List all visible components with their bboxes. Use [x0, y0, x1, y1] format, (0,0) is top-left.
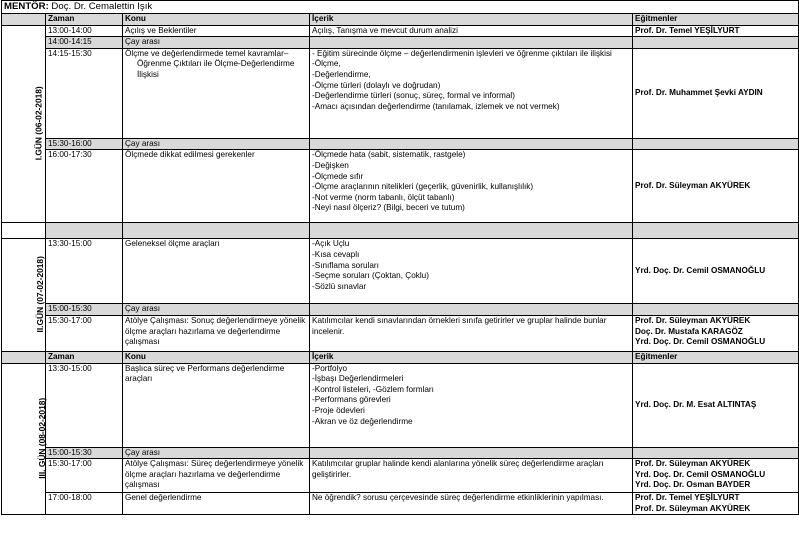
trainer-cell — [633, 447, 799, 459]
content-cell — [310, 48, 633, 138]
header-time: Zaman — [46, 351, 123, 363]
trainer-line: Prof. Dr. Muhammet Şevki AYDIN — [635, 87, 763, 97]
content-line: - Eğitim sürecinde ölçme – değerlendirmenin işlevleri ve öğrenme çıktıları ile ilişkisi — [312, 48, 612, 58]
content-line: -Değişken — [312, 160, 349, 170]
header-trainers: Eğitmenler — [633, 14, 799, 26]
header-topic: Konu — [123, 14, 310, 26]
schedule-row — [2, 493, 799, 515]
trainer-cell — [633, 363, 799, 447]
time-cell: 15:00-15:30 — [46, 447, 123, 459]
time-cell: 15:30-16:00 — [46, 138, 123, 150]
trainer-cell — [633, 48, 799, 138]
topic-line: Ölçme ve değerlendirmede temel kavramlar– — [125, 48, 289, 58]
day-spacer-row — [2, 223, 799, 239]
content-line: -Proje ödevleri — [312, 405, 365, 415]
time-cell: 16:00-17:30 — [46, 150, 123, 223]
topic-line: Geleneksel ölçme araçları — [125, 239, 220, 249]
trainer-cell — [633, 37, 799, 49]
content-cell — [310, 138, 633, 150]
content-line: -Akran ve öz değerlendirme — [312, 416, 413, 426]
trainer-line: Yrd. Doç. Dr. Cemil OSMANOĞLU — [635, 469, 766, 479]
topic-cell — [123, 138, 310, 150]
day-label: II.GÜN (07-02-2018) — [34, 256, 45, 333]
schedule-row — [2, 25, 799, 37]
trainer-cell — [633, 459, 799, 493]
schedule-row — [2, 138, 799, 150]
header-time: Zaman — [46, 14, 123, 26]
topic-cell — [123, 447, 310, 459]
topic-line: Çay arası — [125, 447, 161, 457]
content-line: -Not verme (norm tabanlı, ölçüt tabanlı) — [312, 192, 455, 202]
mentor-name: Doç. Dr. Cemalettin Işık — [48, 1, 153, 12]
schedule-row — [2, 150, 799, 223]
mentor-cell — [2, 1, 799, 14]
day-label: III. GÜN (08-02-2018) — [37, 397, 48, 479]
content-line: -Performans görevleri — [312, 395, 391, 405]
time-cell: 15:00-15:30 — [46, 304, 123, 316]
topic-line: Öğrenme Çıktıları ile Ölçme-Değerlendirme İlişkisi — [137, 59, 295, 79]
mentor-row — [2, 1, 799, 14]
time-cell: 13:30-15:00 — [46, 363, 123, 447]
schedule-row — [2, 37, 799, 49]
schedule-row — [2, 447, 799, 459]
content-cell — [310, 493, 633, 515]
trainer-line: Prof. Dr. Süleyman AKYÜREK — [635, 315, 751, 325]
content-line: -Seçme soruları (Çoktan, Çoklu) — [312, 271, 429, 281]
header-blank — [2, 351, 46, 363]
spacer-cell — [310, 223, 633, 239]
trainer-line: Yrd. Doç. Dr. Osman BAYDER — [635, 480, 751, 490]
topic-line: Atölye Çalışması: Süreç değerlendirmeye yönelik ölçme araçları hazırlama ve değerlendirme çalışması — [125, 459, 304, 490]
time-cell: 13:30-15:00 — [46, 239, 123, 304]
topic-line: Genel değerlendirme — [125, 493, 202, 503]
topic-line: Açılış ve Beklentiler — [125, 25, 197, 35]
content-cell — [310, 304, 633, 316]
time-cell: 14:00-14:15 — [46, 37, 123, 49]
time-cell: 13:00-14:00 — [46, 25, 123, 37]
content-cell — [310, 459, 633, 493]
topic-line: Ölçmede dikkat edilmesi gerekenler — [125, 150, 255, 160]
schedule-row — [2, 239, 799, 304]
topic-cell — [123, 315, 310, 351]
topic-cell — [123, 239, 310, 304]
content-line: Katılımcılar gruplar halinde kendi alanlarına yönelik süreç değerlendirme araçları geliştirirler. — [312, 459, 604, 479]
time-cell: 15:30-17:00 — [46, 459, 123, 493]
header-content: İçerik — [310, 14, 633, 26]
content-line: Açılış, Tanışma ve mevcut durum analizi — [312, 25, 458, 35]
content-line: -Neyi nasıl ölçeriz? (Bilgi, beceri ve tutum) — [312, 203, 465, 213]
day-label-cell — [2, 363, 46, 515]
topic-cell — [123, 37, 310, 49]
header-topic: Konu — [123, 351, 310, 363]
topic-cell — [123, 48, 310, 138]
header-content: İçerik — [310, 351, 633, 363]
content-line: Katılımcılar kendi sınavlarından örnekleri sınıfa getirirler ve gruplar halinde bunlar incelenir. — [312, 315, 607, 336]
content-line: -Değerlendirme türleri (sonuç, süreç, formal ve informal) — [312, 91, 515, 101]
trainer-cell — [633, 138, 799, 150]
content-line: -Açık Uçlu — [312, 239, 350, 249]
content-line: -Sınıflama soruları — [312, 260, 379, 270]
time-cell: 14:15-15:30 — [46, 48, 123, 138]
spacer-cell — [46, 223, 123, 239]
topic-cell — [123, 25, 310, 37]
content-line: -Kısa cevaplı — [312, 249, 360, 259]
content-line: -Ölçmede sıfır — [312, 171, 364, 181]
content-cell — [310, 447, 633, 459]
content-line: -Ölçme türleri (dolaylı ve doğrudan) — [312, 80, 441, 90]
content-line: -Ölçme araçlarının nitelikleri (geçerlik, güvenirlik, kullanışlılık) — [312, 182, 534, 192]
header-trainers: Eğitmenler — [633, 351, 799, 363]
day-label-cell — [2, 239, 46, 352]
topic-line: Başlıca süreç ve Performans değerlendirme araçları — [125, 363, 285, 384]
trainer-cell — [633, 304, 799, 316]
header-row — [2, 14, 799, 26]
content-cell — [310, 25, 633, 37]
content-line: -Değerlendirme, — [312, 69, 371, 79]
schedule-body — [2, 25, 799, 515]
content-cell — [310, 150, 633, 223]
trainer-line: Yrd. Doç. Dr. Cemil OSMANOĞLU — [635, 266, 766, 276]
topic-line: Atölye Çalışması: Sonuç değerlendirmeye yönelik ölçme araçları hazırlama ve değerlendirme çalışması — [125, 315, 306, 347]
topic-line: Çay arası — [125, 304, 161, 314]
spacer-cell — [123, 223, 310, 239]
content-line: -İşbaşı Değerlendirmeleri — [312, 374, 404, 384]
topic-cell — [123, 493, 310, 515]
header-blank — [2, 14, 46, 26]
time-cell: 15:30-17:00 — [46, 315, 123, 351]
trainer-line: Prof. Dr. Süleyman AKYÜREK — [635, 181, 751, 191]
content-cell — [310, 37, 633, 49]
trainer-line: Yrd. Doç. Dr. M. Esat ALTINTAŞ — [635, 399, 757, 409]
trainer-cell — [633, 25, 799, 37]
content-line: -Amacı açısından değerlendirme (tanılamak, izlemek ve not vermek) — [312, 101, 560, 111]
trainer-line: Doç. Dr. Mustafa KARAGÖZ — [635, 326, 743, 336]
trainer-line: Prof. Dr. Süleyman AKYÜREK — [635, 459, 751, 469]
trainer-line: Prof. Dr. Süleyman AKYÜREK — [635, 503, 751, 513]
trainer-cell — [633, 150, 799, 223]
topic-line: Çay arası — [125, 138, 161, 148]
trainer-line: Prof. Dr. Temel YEŞİLYURT — [635, 25, 740, 35]
content-line: -Ölçme, — [312, 59, 341, 69]
topic-cell — [123, 459, 310, 493]
content-line: -Portfolyo — [312, 363, 348, 373]
day-label: I.GÜN (06-02-2018) — [33, 86, 44, 161]
schedule-row — [2, 304, 799, 316]
content-cell — [310, 315, 633, 351]
spacer-cell — [2, 223, 46, 239]
topic-line: Çay arası — [125, 37, 161, 47]
trainer-line: Prof. Dr. Temel YEŞİLYURT — [635, 493, 740, 503]
schedule-row — [2, 315, 799, 351]
trainer-cell — [633, 239, 799, 304]
mentor-label: MENTÖR: — [4, 1, 49, 12]
schedule-row — [2, 48, 799, 138]
spacer-cell — [633, 223, 799, 239]
content-line: -Ölçmede hata (sabit, sistematik, rastgele) — [312, 150, 466, 160]
content-cell — [310, 239, 633, 304]
schedule-table — [1, 0, 799, 515]
day-label-cell — [2, 25, 46, 223]
content-line: -Kontrol listeleri, -Gözlem formları — [312, 384, 434, 394]
repeat-header-row — [2, 351, 799, 363]
content-line: -Sözlü sınavlar — [312, 281, 367, 291]
topic-cell — [123, 150, 310, 223]
trainer-line: Yrd. Doç. Dr. Cemil OSMANOĞLU — [635, 337, 766, 347]
topic-cell — [123, 363, 310, 447]
trainer-cell — [633, 315, 799, 351]
time-cell: 17:00-18:00 — [46, 493, 123, 515]
content-cell — [310, 363, 633, 447]
content-line: Ne öğrendik? sorusu çerçevesinde süreç değerlendirme etkinliklerinin yapılması. — [312, 493, 604, 503]
schedule-row — [2, 363, 799, 447]
topic-cell — [123, 304, 310, 316]
schedule-row — [2, 459, 799, 493]
trainer-cell — [633, 493, 799, 515]
